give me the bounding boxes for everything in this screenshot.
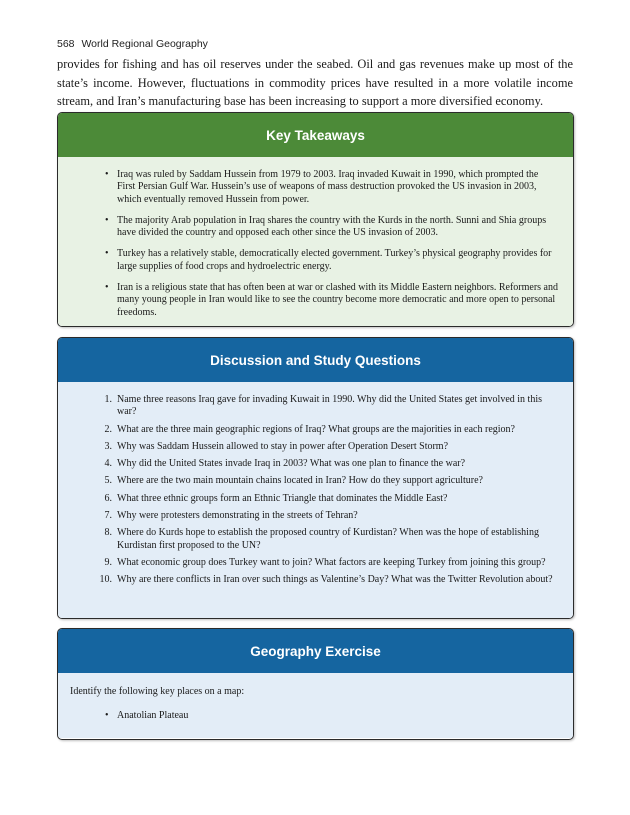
question-item: 5. Where are the two main mountain chains located in Iran? How do they support agriculture?: [104, 475, 483, 487]
running-head: [57, 38, 208, 50]
question-item: 6. What three ethnic groups form an Ethnic Triangle that dominates the Middle East?: [104, 492, 448, 504]
bullet-icon: •: [105, 710, 109, 722]
intro-paragraph: provides for fishing and has oil reserves under the seabed. Oil and gas revenues make up most of the state’s income. However, fluctuations in commodity prices have resulted in a more volatile income stream, and Iran’s manufacturing base has been increasing to support a more diversified economy.: [57, 57, 573, 108]
discussion-box: [57, 337, 574, 619]
discussion-list: [70, 394, 561, 587]
geography-exercise-box: [57, 628, 574, 740]
question-item: 1. Name three reasons Iraq gave for invading Kuwait in 1990. Why did the United States get involved in this war?: [104, 394, 542, 418]
exercise-list: [70, 710, 561, 722]
geography-exercise-title: Geography Exercise: [58, 629, 573, 673]
bullet-icon: •: [105, 169, 109, 180]
question-item: 2. What are the three main geographic regions of Iraq? What groups are the majorities in each region?: [104, 423, 515, 435]
question-item: 10. Why are there conflicts in Iran over such things as Valentine’s Day? What was the Twitter Revolution about?: [99, 574, 553, 586]
list-item: • The majority Arab population in Iraq shares the country with the Kurds in the north. Sunni and Shia groups have divided the country and opposed each other since the US invasion of 2003.: [105, 214, 547, 239]
question-item: 7. Why were protesters demonstrating in the streets of Tehran?: [104, 510, 358, 522]
question-item: 4. Why did the United States invade Iraq in 2003? What was one plan to finance the war?: [104, 458, 466, 470]
key-takeaways-list: [70, 169, 561, 319]
bullet-icon: •: [105, 282, 109, 294]
list-item: • Iraq was ruled by Saddam Hussein from 1979 to 2003. Iraq invaded Kuwait in 1990, which prompted the First Persian Gulf War. Hussein’s use of weapons of mass destruction provoked the US invasion in 2003, which eventually removed Hussein from power.: [105, 169, 539, 205]
bullet-icon: •: [105, 214, 109, 226]
question-item: 8. Where do Kurds hope to establish the proposed country of Kurdistan? When was the hope of establishing Kurdistan first proposed to the UN?: [104, 527, 539, 551]
list-item: • Turkey has a relatively stable, democratically elected government. Turkey’s physical geography provides for large supplies of food crops and hydroelectric energy.: [105, 248, 552, 272]
book-title: World Regional Geography: [81, 38, 208, 50]
page-number: 568: [57, 38, 75, 50]
discussion-title: Discussion and Study Questions: [58, 338, 573, 382]
key-takeaways-title: Key Takeaways: [58, 113, 573, 157]
question-item: 3. Why was Saddam Hussein allowed to stay in power after Operation Desert Storm?: [104, 440, 449, 452]
exercise-intro: Identify the following key places on a map:: [70, 686, 245, 697]
question-item: 9. What economic group does Turkey want to join? What factors are keeping Turkey from joining this group?: [104, 556, 546, 568]
list-item: • Iran is a religious state that has often been at war or clashed with its Middle Eastern neighbors. Reformers and many young people in Iran would like to see the country become more democratic and more open to personal freedoms.: [105, 282, 558, 318]
key-takeaways-box: [57, 112, 574, 327]
list-item: • Anatolian Plateau: [105, 710, 189, 722]
bullet-icon: •: [105, 248, 109, 260]
